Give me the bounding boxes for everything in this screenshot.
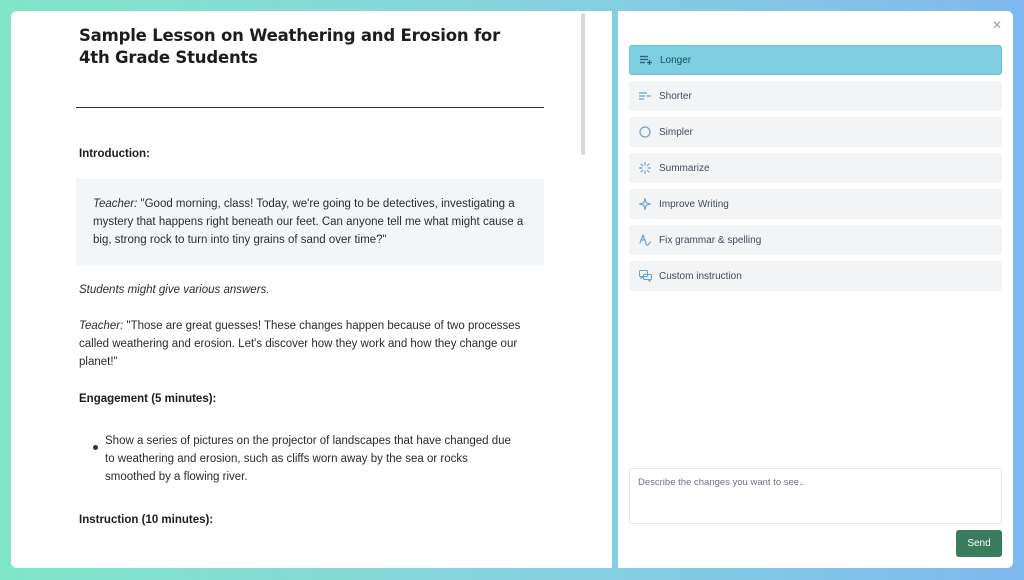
menu-item-fix-grammar[interactable] bbox=[629, 225, 1002, 255]
title-divider bbox=[76, 107, 544, 108]
menu-item-improve-writing[interactable] bbox=[629, 189, 1002, 219]
sparkle-burst-icon bbox=[638, 161, 652, 175]
instruction-heading: Instruction (10 minutes): bbox=[79, 514, 214, 526]
chat-bubbles-icon bbox=[638, 269, 652, 283]
reply-text: "Those are great guesses! These changes happen because of two processes called weathering and erosion. Let's discover how they work and how they change our planet!" bbox=[79, 320, 521, 368]
quote-text: "Good morning, class! Today, we're going to be detectives, investigating a mystery that happens right beneath our feet. Can anyone tell me what might cause a big, strong rock to turn into tiny grains of sand over time?" bbox=[93, 198, 524, 246]
teacher-reply-paragraph bbox=[79, 317, 544, 371]
instruction-input[interactable] bbox=[629, 468, 1002, 524]
menu-label: Improve Writing bbox=[659, 198, 729, 210]
menu-label: Summarize bbox=[659, 162, 710, 174]
ai-assist-panel bbox=[618, 11, 1013, 568]
menu-item-simpler[interactable] bbox=[629, 117, 1002, 147]
menu-item-summarize[interactable] bbox=[629, 153, 1002, 183]
reply-speaker: Teacher: bbox=[79, 320, 124, 332]
spellcheck-icon bbox=[638, 233, 652, 247]
close-icon[interactable]: ✕ bbox=[991, 18, 1003, 32]
menu-item-custom-instruction[interactable] bbox=[629, 261, 1002, 291]
bullet-dot bbox=[93, 445, 98, 450]
lines-plus-icon bbox=[639, 53, 653, 67]
lines-minus-icon bbox=[638, 89, 652, 103]
intro-heading: Introduction: bbox=[79, 148, 150, 160]
students-note: Students might give various answers. bbox=[79, 284, 270, 296]
menu-label: Simpler bbox=[659, 126, 693, 138]
document-panel bbox=[11, 11, 612, 568]
quote-paragraph bbox=[93, 195, 533, 249]
engagement-bullet-text: Show a series of pictures on the projector of landscapes that have changed due to weathering and erosion, such as cliffs worn away by the sea or rocks smoothed by a flowing river. bbox=[105, 435, 511, 483]
document-scrollbar[interactable] bbox=[581, 13, 585, 155]
quote-speaker: Teacher: bbox=[93, 198, 138, 210]
menu-label: Custom instruction bbox=[659, 270, 742, 282]
menu-item-shorter[interactable] bbox=[629, 81, 1002, 111]
send-button[interactable]: Send bbox=[956, 530, 1002, 557]
engagement-heading: Engagement (5 minutes): bbox=[79, 393, 217, 405]
quote-block bbox=[76, 179, 544, 265]
sparkle-icon bbox=[638, 197, 652, 211]
menu-item-longer[interactable] bbox=[629, 45, 1002, 75]
menu-label: Fix grammar & spelling bbox=[659, 234, 762, 246]
circle-icon bbox=[638, 125, 652, 139]
menu-label: Shorter bbox=[659, 90, 692, 102]
document-title: Sample Lesson on Weathering and Erosion for 4th Grade Students bbox=[79, 26, 501, 67]
menu-label: Longer bbox=[660, 54, 692, 66]
